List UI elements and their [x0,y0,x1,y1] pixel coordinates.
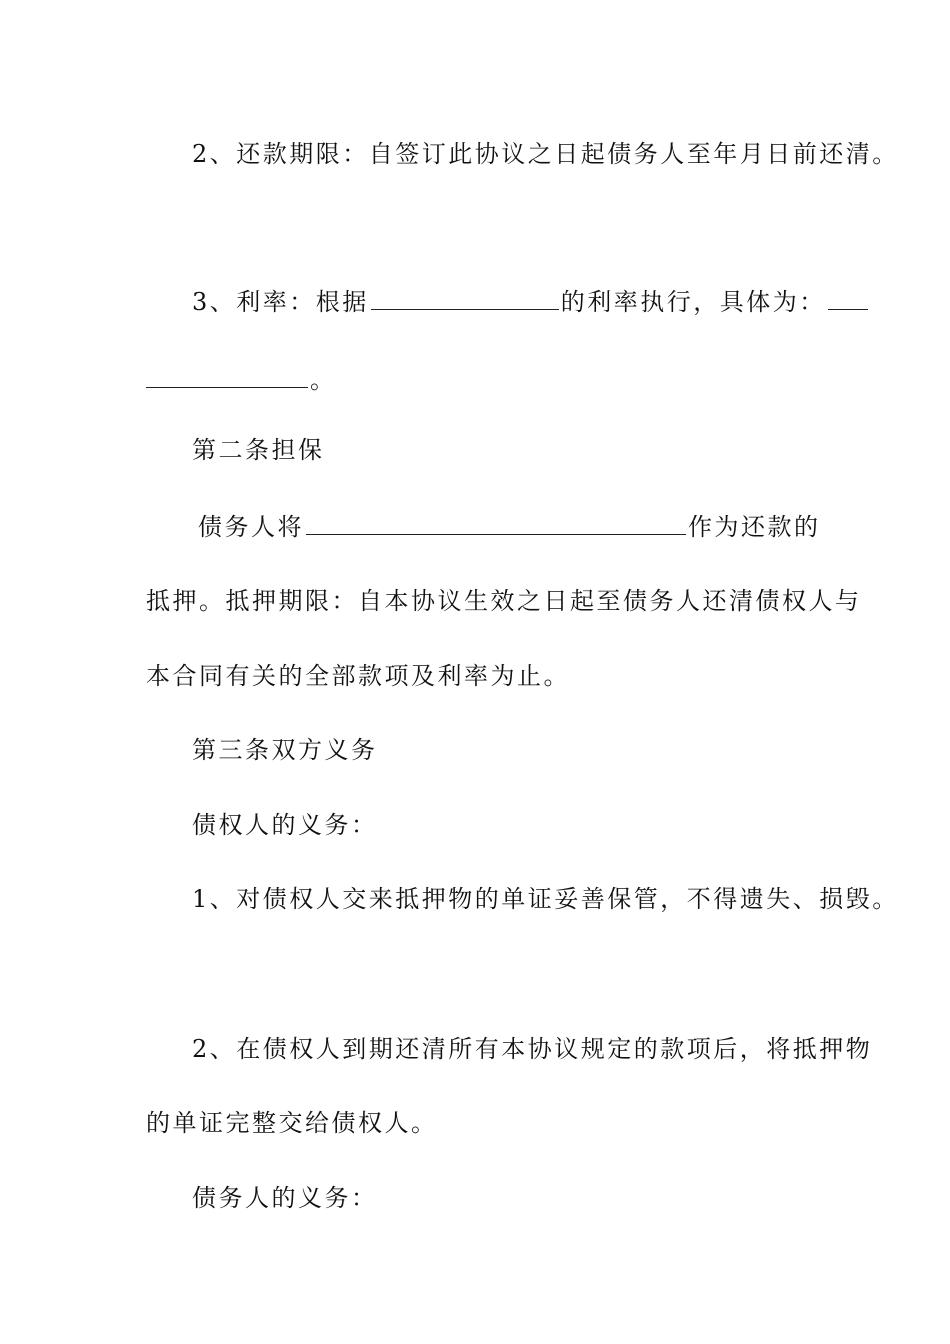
clause-interest-rate-end: 。 [310,366,337,394]
creditor-duty-1: 1、对债权人交来抵押物的单证妥善保管，不得遗失、损毁。 [192,885,899,913]
article-2-paragraph-start: 债务人将 [198,513,304,541]
article-2-title: 第二条担保 [192,436,325,464]
article-2-paragraph-line-2: 抵押。抵押期限：自本协议生效之日起至债务人还清债权人与 [146,587,862,615]
creditor-duty-2-line-2: 的单证完整交给债权人。 [146,1109,438,1137]
clause-interest-rate-middle: 的利率执行，具体为： [560,288,826,316]
article-3-title: 第三条双方义务 [192,736,378,764]
article-2-paragraph-end: 作为还款的 [688,513,821,541]
clause-repayment-term: 2、还款期限：自签订此协议之日起债务人至年月日前还清。 [192,140,899,168]
creditor-duty-2-line-1: 2、在债权人到期还清所有本协议规定的款项后，将抵押物 [192,1035,873,1063]
article-2-paragraph-line-1 [198,512,821,542]
clause-interest-rate-continued [146,365,337,395]
creditor-duties-title: 债权人的义务： [192,811,378,839]
clause-interest-rate [192,287,870,317]
interest-detail-blank-2 [146,365,308,388]
article-2-paragraph-line-3: 本合同有关的全部款项及利率为止。 [146,662,570,690]
collateral-blank [306,512,686,535]
interest-detail-blank-1 [828,287,868,310]
debtor-duties-title: 债务人的义务： [192,1184,378,1212]
interest-basis-blank [371,287,559,310]
clause-interest-rate-start: 3、利率：根据 [192,288,369,316]
